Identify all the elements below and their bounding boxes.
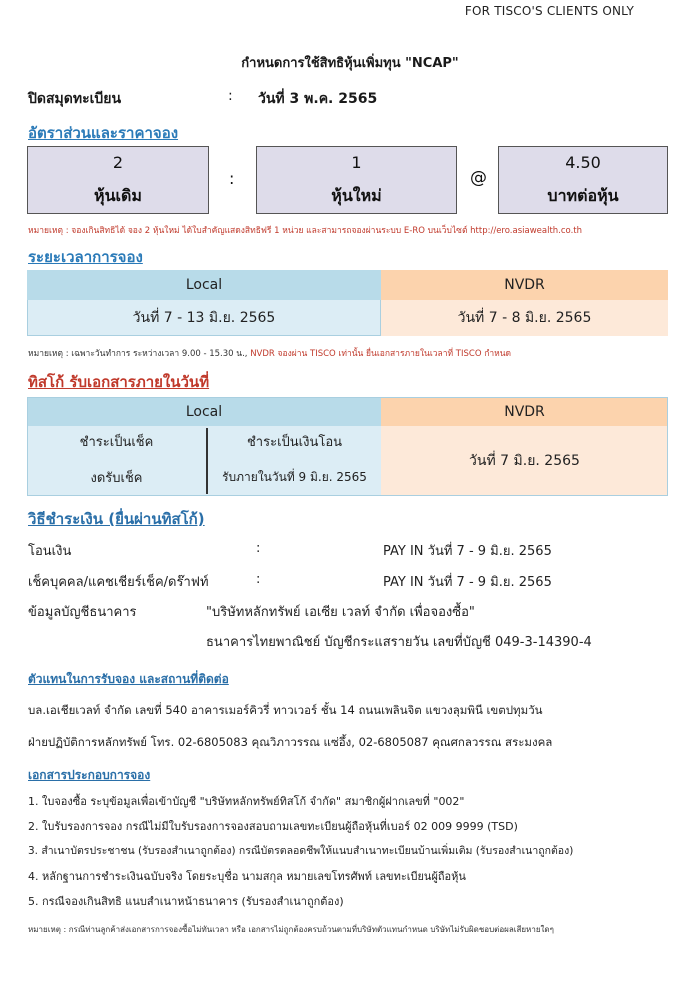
cheque-label: เช็คบุคคล/แคชเชียร์เช็ค/ดร๊าฟท์ xyxy=(28,575,209,590)
agent-title: ตัวแทนในการรับจอง และสถานที่ติดต่อ xyxy=(28,672,229,686)
transfer-payin: PAY IN วันที่ 7 - 9 มิ.ย. 2565 xyxy=(383,544,552,559)
docs-table-border xyxy=(27,397,668,496)
page-title: กำหนดการใช้สิทธิหุ้นเพิ่มทุน "NCAP" xyxy=(241,56,459,71)
price-label: บาทต่อหุ้น xyxy=(547,186,619,205)
new-shares-box xyxy=(256,146,457,214)
transfer-value: รับภายในวันที่ 9 มิ.ย. 2565 xyxy=(222,469,367,484)
agent-contact: ฝ่ายปฏิบัติการหลักทรัพย์ โทร. 02-6805083 คุณวิภาวรรณ แซ่อึ้ง, 02-6805087 คุณศกลวรรณ สระมงคล xyxy=(28,735,553,749)
document-item-2: 2. ใบรับรองการจอง กรณีไม่มีใบรับรองการจองสอบถามเลขทะเบียนผู้ถือหุ้นที่เบอร์ 02 009 9999 (TSD) xyxy=(28,820,518,833)
client-only-label: FOR TISCO'S CLIENTS ONLY xyxy=(464,4,634,18)
subscription-period-title: ระยะเวลาการจอง xyxy=(28,248,143,266)
period-note-prefix: หมายเหตุ : เฉพาะวันทำการ ระหว่างเวลา 9.00 - 15.30 น., xyxy=(28,349,251,359)
bank-account-name: "บริษัทหลักทรัพย์ เอเซีย เวลท์ จำกัด เพื่อจองซื้อ" xyxy=(206,605,475,620)
old-shares-label: หุ้นเดิม xyxy=(94,186,142,205)
period-note xyxy=(28,346,511,360)
period-local-date: วันที่ 7 - 13 มิ.ย. 2565 xyxy=(27,300,381,336)
docs-nvdr-date: วันที่ 7 มิ.ย. 2565 xyxy=(381,426,668,496)
document-item-4: 4. หลักฐานการชำระเงินฉบับจริง โดยระบุชื่อ นามสกุล หมายเลขโทรศัพท์ เลขทะเบียนผู้ถือหุ้น xyxy=(28,870,466,883)
new-shares-value: 1 xyxy=(351,153,362,172)
agent-address: บล.เอเชียเวลท์ จำกัด เลขที่ 540 อาคารเมอร์คิวรี่ ทาวเวอร์ ชั้น 14 ถนนเพลินจิต แขวงลุมพินี เขตปทุมวัน xyxy=(28,703,543,717)
transfer-colon: : xyxy=(256,541,261,556)
document-item-5: 5. กรณีจองเกินสิทธิ แนบสำเนาหน้าธนาคาร (รับรองสำเนาถูกต้อง) xyxy=(28,895,344,908)
at-symbol: @ xyxy=(470,168,487,188)
old-shares-box xyxy=(27,146,209,214)
bank-label: ข้อมูลบัญชีธนาคาร xyxy=(28,605,137,620)
new-shares-label: หุ้นใหม่ xyxy=(331,186,382,205)
price-value: 4.50 xyxy=(565,153,601,172)
ratio-separator: : xyxy=(229,169,235,188)
old-shares-value: 2 xyxy=(112,153,124,172)
transfer-header: ชำระเป็นเงินโอน xyxy=(246,434,343,450)
book-closing-label: ปิดสมุดทะเบียน xyxy=(28,91,122,107)
transfer-label: โอนเงิน xyxy=(28,544,72,559)
period-local-header: Local xyxy=(27,270,381,300)
book-closing-colon: : xyxy=(228,88,233,104)
period-nvdr-header: NVDR xyxy=(381,270,668,300)
price-box xyxy=(498,146,668,214)
docs-nvdr-header: NVDR xyxy=(381,397,668,426)
document-item-1: 1. ใบจองซื้อ ระบุข้อมูลเพื่อเข้าบัญชี "บริษัทหลักทรัพย์ทิสโก้ จำกัด" สมาชิกผู้ฝากเลขที่ "002" xyxy=(28,795,465,808)
cheque-colon: : xyxy=(256,572,261,587)
tisco-docs-title: ทิสโก้ รับเอกสารภายในวันที่ xyxy=(28,373,210,391)
cheque-header: ชำระเป็นเช็ค xyxy=(79,434,154,450)
document-item-3: 3. สำเนาบัตรประชาชน (รับรองสำเนาถูกต้อง) กรณีบัตรตลอดชีพให้แนบสำเนาทะเบียนบ้านเพิ่มเติม (รับรองสำเนาถูกต้อง) xyxy=(28,845,574,857)
period-note-red: NVDR จองผ่าน TISCO เท่านั้น ยื่นเอกสารภายในเวลาที่ TISCO กำหนด xyxy=(250,349,512,359)
documents-title: เอกสารประกอบการจอง xyxy=(28,768,151,782)
cheque-value: งดรับเช็ค xyxy=(90,470,143,486)
period-nvdr-date: วันที่ 7 - 8 มิ.ย. 2565 xyxy=(381,300,668,336)
period-local-border xyxy=(27,300,381,336)
footer-note: หมายเหตุ : กรณีท่านลูกค้าส่งเอกสารการจองซื้อไม่ทันเวลา หรือ เอกสารไม่ถูกต้องครบถ้วนตามที่บริษัทตัวแทนกำหนด บริษัทไม่รับผิดชอบต่อผลเสียหายใดๆ xyxy=(28,925,554,934)
cheque-payin: PAY IN วันที่ 7 - 9 มิ.ย. 2565 xyxy=(383,575,552,590)
ratio-note: หมายเหตุ : จองเกินสิทธิได้ จอง 2 หุ้นใหม่ ได้ใบสำคัญแสดงสิทธิฟรี 1 หน่วย และสามารถจองผ่านระบบ E-RO บนเว็บไซต์ http://ero.asiawealth.co.th xyxy=(28,226,583,236)
bank-account-number: ธนาคารไทยพาณิชย์ บัญชีกระแสรายวัน เลขที่บัญชี 049-3-14390-4 xyxy=(206,635,592,650)
payment-title: วิธีชำระเงิน (ยื่นผ่านทิสโก้) xyxy=(28,510,205,528)
docs-local-header: Local xyxy=(27,397,381,426)
book-closing-date: วันที่ 3 พ.ค. 2565 xyxy=(258,91,378,107)
ratio-section-title: อัตราส่วนและราคาจอง xyxy=(28,124,179,142)
